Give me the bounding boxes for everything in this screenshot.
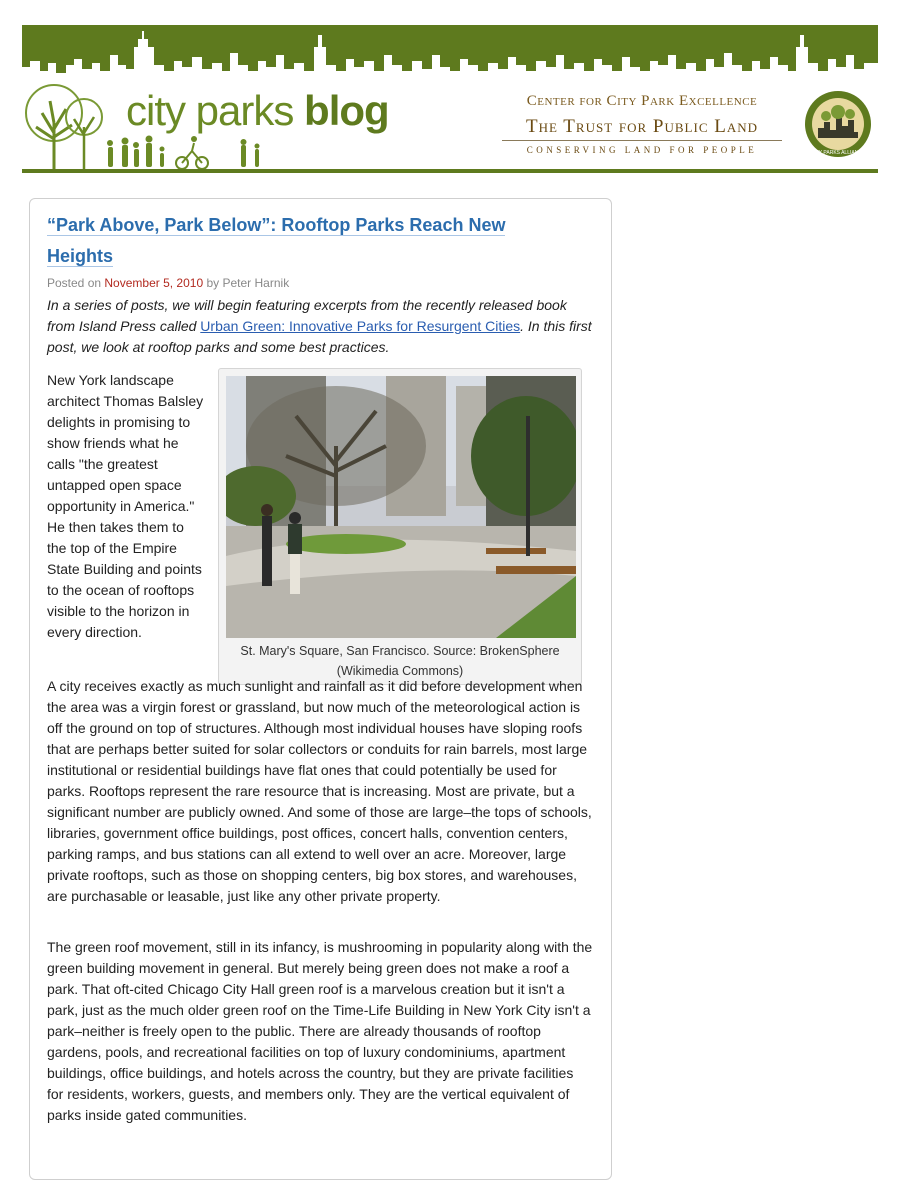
st-marys-square-photo[interactable] — [226, 376, 576, 638]
image-figure — [218, 368, 582, 685]
header-divider — [22, 169, 878, 173]
post-date-link[interactable]: November 5, 2010 — [104, 276, 204, 290]
skyline-banner — [22, 25, 878, 85]
body-paragraph-1: A city receives exactly as much sunlight and rainfall as it did before development when the area was a virgin forest or grassland, but now much of the meteorological action is off the ground on top of structures. Although most individual houses have sloping roofs that are perhaps better suited for solar collectors or conduits for rain barrels, most large institutional or residential buildings have flat ones that could potentially be used for parks. Rooftops represent the rare resource that is increasing. Most are private, but a significant number are publicly owned. And some of those are large–the tops of schools, libraries, government office buildings, post offices, concert halls, convention centers, parking ramps, and bus stations can all extend to well over an acre. Moreover, large private rooftops, such as those on shopping centers, big box stores, and warehouses, are purchasable or leasable, just like any other private property. — [47, 678, 592, 904]
post-title-text: “Park Above, Park Below”: Rooftop Parks Reach New Heights — [47, 215, 506, 266]
city-parks-alliance-badge[interactable] — [804, 90, 872, 158]
opening-paragraph: New York landscape architect Thomas Balsley delights in promising to show friends what he calls "the greatest untapped open space opportunity in America." He then takes them to the top of the Empire State Building and points to the ocean of rooftops visible to the horizon in every direction. — [47, 372, 204, 640]
blog-logo[interactable] — [126, 87, 389, 135]
people-silhouettes — [237, 137, 267, 169]
site-header — [22, 25, 878, 173]
post-author-link[interactable]: Peter Harnik — [222, 276, 290, 290]
blog-name-light: city parks — [126, 87, 294, 134]
org-center-name: Center for City Park Excellence — [526, 93, 758, 109]
body-paragraph-2: The green roof movement, still in its infancy, is mushrooming in popularity along with the green building movement in general. But merely being green does not make a roof a park. That oft-cited Chicago City Hall green roof is a marvelous creation but it isn't a park, just as the much older green roof on the Time-Life Building in New York City isn't a park–neither is freely open to the public. There are already thousands of rooftop gardens, pools, and recreational facilities on top of luxury condominiums, apartment buildings, office buildings, and hotels across the country, but they are private facilities for residents, workers, guests, and members only. They are the vertical equivalent of parks inside gated communities. — [47, 939, 593, 1123]
org-name: The Trust for Public Land — [502, 116, 782, 141]
post-title-link[interactable] — [47, 210, 517, 272]
book-title-link[interactable]: Urban Green: Innovative Parks for Resurgent Cities — [200, 318, 521, 334]
tpl-logo[interactable] — [502, 93, 782, 155]
post-meta — [47, 276, 289, 290]
org-tagline: CONSERVING LAND FOR PEOPLE — [526, 145, 758, 155]
intro-text-before: In a series of posts, we will begin featuring excerpts from the recently released book from Island Press called — [47, 297, 567, 334]
figure-caption: St. Mary's Square, San Francisco. Source: BrokenSphere (Wikimedia Commons) — [240, 644, 560, 678]
posted-on-label: Posted on — [47, 276, 102, 290]
badge-text: CITY PARKS ALLIANCE — [810, 150, 866, 156]
by-label: by — [206, 276, 220, 290]
post-intro — [47, 295, 592, 358]
intro-text-after: . In this first post, we look at rooftop parks and some best practices. — [47, 318, 592, 355]
blog-name-bold: blog — [304, 87, 389, 134]
